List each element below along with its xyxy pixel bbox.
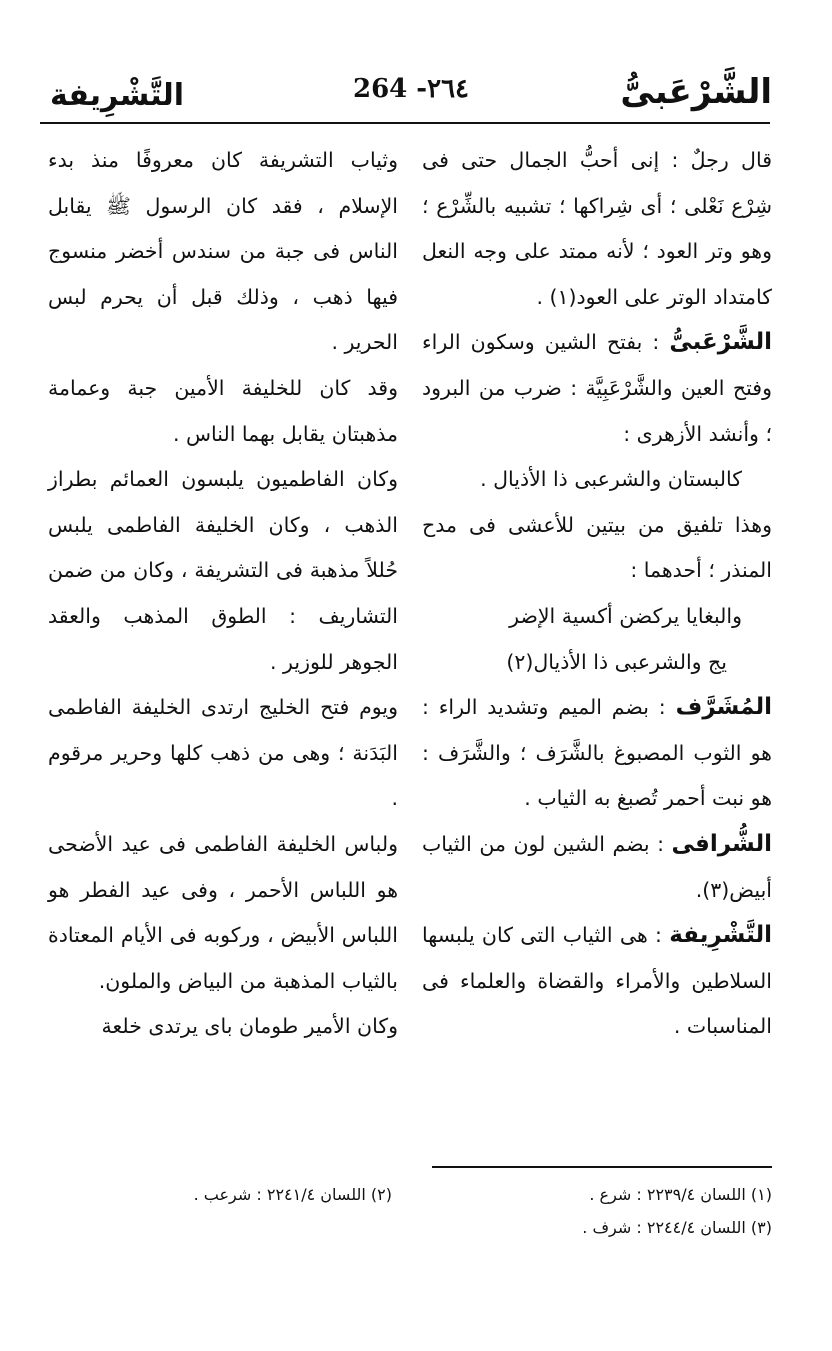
running-head-right: الشَّرْعَبىُّ — [620, 72, 772, 112]
paragraph: وكان الفاطميون يلبسون العمائم بطراز الذهب ، وكان الخليفة الفاطمى يلبس حُللاً مذهبة فى التشريفة ، وكان من ضمن التشاريف : الطوق المذهب والعقد الجوهر للوزير . — [48, 467, 398, 674]
entry-term: الشُّرافى — [671, 830, 772, 857]
footnote-3: (٣) اللسان ٢٢٤٤/٤ : شرف . — [582, 1218, 772, 1237]
page-header — [50, 60, 772, 120]
entry-term: الشَّرْعَبىُّ — [669, 329, 772, 356]
running-head-left: التَّشْرِيفة — [50, 78, 185, 113]
footnote-rule — [432, 1166, 772, 1168]
paragraph: وكان الأمير طومان باى يرتدى خلعة — [101, 1014, 398, 1039]
verse-line: يج والشرعبى ذا الأذيال(٢) — [506, 649, 727, 674]
footnote-1: (١) اللسان ٢٢٣٩/٤ : شرع . — [589, 1185, 772, 1204]
paragraph: وثياب التشريفة كان معروفًا منذ بدء الإسلام ، فقد كان الرسول ﷺ يقابل الناس فى جبة من سندس أخضر منسوج فيها ذهب ، وذلك قبل أن يحرم لبس الحرير . — [48, 148, 398, 355]
entry-tashrifa: التَّشْرِيفة : هى الثياب التى كان يلبسها السلاطين والأمراء والقضاة والعلماء فى المناسبات . — [422, 922, 772, 1039]
page-number: 264 -٢٦٤ — [352, 74, 470, 104]
paragraph: ويوم فتح الخليج ارتدى الخليفة الفاطمى البَدَنة ؛ وهى من ذهب كلها وحرير مرقوم . — [48, 695, 398, 811]
verse-line: كالبستان والشرعبى ذا الأذيال . — [480, 467, 742, 492]
paragraph: وقد كان للخليفة الأمين جبة وعمامة مذهبتان يقابل بهما الناس . — [48, 375, 398, 446]
entry-term: المُشَرَّف — [675, 694, 772, 721]
entry-musharraf: المُشَرَّف : بضم الميم وتشديد الراء : هو الثوب المصبوغ بالشَّرَف ؛ والشَّرَف : هو نبت أحمر تُصبغ به الثياب . — [422, 694, 772, 811]
verse-line: والبغايا يركضن أكسية الإضر — [509, 603, 742, 628]
paragraph: وهذا تلفيق من بيتين للأعشى فى مدح المنذر ؛ أحدهما : — [422, 512, 772, 583]
entry-shurafi: الشُّرافى : بضم الشين لون من الثياب أبيض(٣). — [422, 830, 772, 902]
paragraph: ولباس الخليفة الفاطمى فى عيد الأضحى هو اللباس الأحمر ، وفى عيد الفطر هو اللباس الأبيض ، وركوبه فى الأيام المعتادة بالثياب المذهبة من البياض والملون. — [48, 831, 398, 993]
left-column — [48, 138, 398, 1050]
entry-term: التَّشْرِيفة — [669, 922, 772, 949]
paragraph: قال رجلٌ : إنى أحبُّ الجمال حتى فى شِرْع نَعْلى ؛ أى شِراكها ؛ تشبيه بالشِّرْع ؛ وهو وتر العود ؛ لأنه ممتد على وجه النعل كامتداد الوتر على العود(١) . — [422, 148, 772, 309]
entry-sharabi: الشَّرْعَبىُّ : بفتح الشين وسكون الراء وفتح العين والشَّرْعَبِيَّة : ضرب من البرود ؛ وأنشد الأزهرى : — [422, 329, 772, 446]
right-column — [422, 138, 772, 1050]
header-rule — [40, 122, 770, 124]
footnotes — [60, 1178, 772, 1244]
footnote-2: (٢) اللسان ٢٢٤١/٤ : شرعب . — [193, 1185, 392, 1204]
